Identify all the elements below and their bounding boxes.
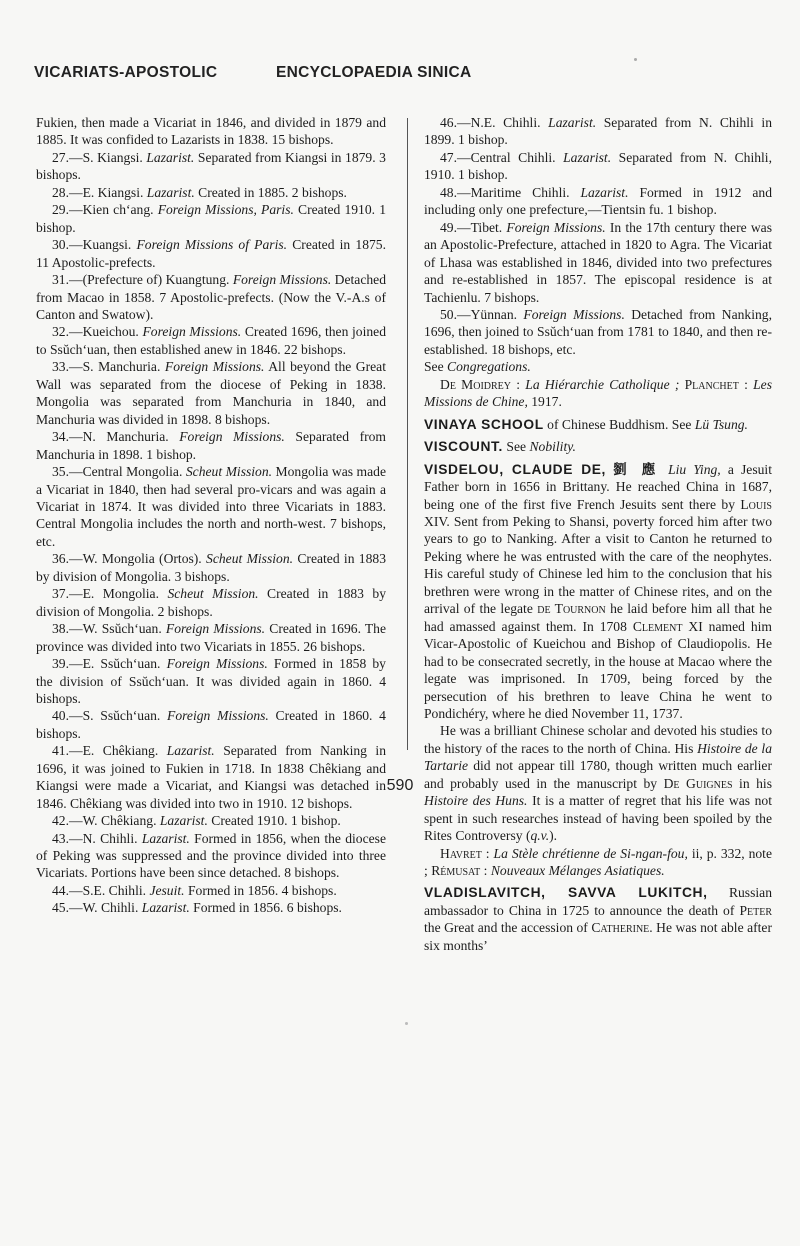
entry-text: Detached from Nanking, 1696, then joined to Ssŭch‘uan from 1781 to 1840, and then re-established. 18 bishops, etc. (424, 306, 772, 357)
entry-text: Created 1696, then joined to Ssŭch‘uan, then established anew in 1846. 22 bishops. (36, 324, 387, 357)
entry-text: Formed in 1858 by the division of Ssŭch‘uan. It was divided again in 1860. 4 bishops. (36, 656, 386, 706)
entry-text: Created in 1885. 2 bishops. (198, 184, 347, 200)
headword-vinaya: VINAYA SCHOOL (424, 416, 544, 432)
entry-number: 47.—Central Chihli. (440, 149, 556, 165)
mission-name: Lazarist. (166, 743, 215, 759)
visdelou-paragraph-2: He was a brilliant Chinese scholar and devoted his studies to the history of the races to the north of China. His Histoire de la Tartarie did not appear till 1780, though written much earlier and probably used in the manuscript by De Guignes in his Histoire des Huns. It is a matter of regret that his life was not spent in such researches instead of having been spoiled by the Rites Controversy (q.v.). (424, 723, 773, 844)
entry-viscount: VISCOUNT. See Nobility. (424, 439, 576, 455)
entry-text: Fukien, then made a Vicariat in 1846, and divided in 1879 and 1885. It was confided to Lazarists in 1838. 15 bishops. (36, 115, 386, 148)
vicariat-entry (36, 358, 386, 428)
entry-text: Created in 1860. 4 bishops. (36, 708, 386, 741)
header-section-title: VICARIATS-APOSTOLIC (34, 64, 218, 81)
vicariat-entry (424, 149, 772, 184)
entry-text: Separated from Manchuria in 1898. 1 bishop. (36, 429, 387, 462)
mission-name: Lazarist. (159, 813, 208, 829)
entry-text: Created in 1883 by division of Mongolia. 2 bishops. (36, 586, 386, 619)
entry-number: 43.—N. Chihli. (52, 830, 138, 846)
entry-number: 30.—Kuangsi. (52, 237, 132, 253)
entry-number: 28.—E. Kiangsi. (52, 184, 144, 200)
entry-text: Formed in 1856, when the diocese of Peking was suppressed and the province divided into three Vicariats. Portions have been since detached. 8 bishops. (36, 830, 386, 881)
entry-text: Separated from Kiangsi in 1879. 3 bishops. (36, 149, 386, 183)
entry-number: 32.—Kueichou. (52, 324, 139, 340)
vicariat-entry (36, 707, 386, 742)
entry-vinaya: VINAYA SCHOOL of Chinese Buddhism. See Lü Tsung. (424, 416, 748, 432)
entry-text: All beyond the Great Wall was separated from the diocese of Peking in 1838. Mongolia was separated from Manchuria in 1840, and Manchuria was divided in 1898. 8 bishops. (36, 359, 386, 427)
entry-text: Created in 1883 by division of Mongolia. 3 bishops. (36, 551, 386, 584)
mission-name: Foreign Missions. (506, 219, 606, 235)
headword-viscount: VISCOUNT. (424, 439, 503, 455)
entry-text: Detached from Macao in 1858. 7 Apostolic-prefects. (Now the V.-A.s of Canton and Swatow). (36, 272, 386, 322)
entry-text: Separated from N. Chihli in 1899. 1 bishop. (424, 115, 773, 148)
entry-text: Created in 1696. The province was divided into two Vicariats in 1855. 26 bishops. (36, 621, 387, 654)
vicariat-entry (36, 463, 386, 550)
running-header (34, 64, 764, 88)
mission-name: Lazarist. (146, 184, 195, 200)
mission-name: Foreign Missions. (232, 272, 332, 288)
vicariat-entry (36, 428, 386, 463)
mission-name: Scheut Mission. (167, 586, 259, 602)
entry-number: 27.—S. Kiangsi. (52, 149, 143, 165)
column-divider (407, 118, 408, 750)
vicariat-entry (36, 236, 386, 271)
entry-number: 49.—Tibet. (440, 219, 503, 235)
vicariat-entry (36, 149, 386, 184)
vicariat-entry (424, 219, 772, 306)
entry-text: Separated from Nanking in 1696, it was joined to Fukien in 1718. In 1838 Chêkiang and Kiangsi were made a Vicariat, and Kiangsi was detached in 1846. Chêkiang was divided into two in 1910. 12 bishops. (36, 743, 386, 811)
mission-name: Scheut Mission. (206, 551, 294, 567)
mission-name: Jesuit. (149, 882, 185, 898)
mission-name: Lazarist. (146, 149, 195, 165)
mission-name: Foreign Missions. (142, 324, 242, 340)
see-also: See Congregations. (424, 359, 531, 375)
entry-text: Separated from N. Chihli, 1910. 1 bishop. (424, 149, 772, 183)
entry-number: 46.—N.E. Chihli. (440, 115, 541, 130)
entry-number: 42.—W. Chêkiang. (52, 813, 157, 829)
vicariat-entry (36, 271, 386, 323)
chinese-name: 劉 應 (613, 461, 661, 477)
mission-name: Lazarist. (580, 184, 629, 200)
entry-number: 44.—S.E. Chihli. (52, 882, 147, 898)
vicariat-entry (36, 585, 386, 620)
headword-visdelou: VISDELOU, CLAUDE DE, (424, 461, 606, 477)
vicariat-entry (36, 655, 386, 707)
mission-name: Foreign Missions. (166, 656, 268, 672)
mission-name: Foreign Missions. (165, 621, 266, 637)
visdelou-references: Havret : La Stèle chrétienne de Si-ngan-fou, ii, p. 332, note ; Rémusat : Nouveaux Mélanges Asiatiques. (424, 845, 772, 879)
vicariat-entry (424, 114, 772, 149)
header-book-title: ENCYCLOPAEDIA SINICA (276, 64, 472, 81)
entry-text: In the 17th century there was an Apostolic-Prefecture, attached in 1820 to Agra. The Vicariat of Lhasa was established in 1846, divided into two prefectures and re-established in 1857. The episcopal residence is at Tachienlu. 7 bishops. (424, 219, 772, 305)
mission-name: Foreign Missions. (164, 359, 265, 375)
references: De Moidrey : La Hiérarchie Catholique ; Planchet : Les Missions de Chine, 1917. (424, 376, 772, 410)
vicariat-entry (36, 323, 386, 358)
mission-name: Lazarist. (563, 149, 612, 165)
print-speck (405, 1022, 408, 1025)
entry-number: 48.—Maritime Chihli. (440, 184, 570, 200)
mission-name: Foreign Missions, Paris. (157, 202, 294, 218)
vicariat-entry (36, 114, 386, 149)
entry-number: 39.—E. Ssŭch‘uan. (52, 656, 161, 672)
entry-number: 29.—Kien ch‘ang. (52, 202, 154, 218)
print-speck (634, 58, 637, 61)
mission-name: Lazarist. (548, 115, 597, 130)
vicariat-entry (36, 812, 386, 829)
entry-number: 35.—Central Mongolia. (52, 464, 183, 480)
entry-text: Formed in 1856. 4 bishops. (187, 882, 337, 898)
entry-text: Formed in 1912 and including only one prefecture,—Tientsin fu. 1 bishop. (424, 184, 773, 218)
mission-name: Lazarist. (141, 830, 190, 846)
page-number: 590 (386, 777, 414, 794)
left-column (36, 114, 386, 917)
entry-number: 38.—W. Ssŭch‘uan. (52, 621, 162, 637)
entry-text: Formed in 1856. 6 bishops. (193, 900, 342, 916)
vicariat-entry (36, 620, 386, 655)
mission-name: Lazarist. (141, 900, 190, 916)
entry-text: Mongolia was made a Vicariat in 1840, then had several pro-vicars and was again a Vicariat in 1874. It was divided into three Vicariats in 1883. Central Mongolia includes the north and north-west. 7 bishops, etc. (36, 464, 386, 549)
entry-number: 33.—S. Manchuria. (52, 359, 161, 375)
vicariat-entry (36, 184, 386, 201)
entry-number: 34.—N. Manchuria. (52, 429, 169, 445)
entry-number: 50.—Yünnan. (440, 306, 518, 322)
vicariat-entry (424, 184, 772, 219)
entry-number: 40.—S. Ssŭch‘uan. (52, 708, 161, 724)
entry-text: Created 1910. 1 bishop. (36, 202, 386, 235)
vicariat-entry (36, 899, 386, 916)
vicariat-entry (36, 201, 386, 236)
entry-number: 31.—(Prefecture of) Kuangtung. (52, 272, 230, 288)
mission-name: Foreign Missions. (179, 429, 285, 445)
headword-vladislavitch: VLADISLAVITCH, SAVVA LUKITCH, (424, 885, 708, 901)
vicariat-entry (36, 882, 386, 899)
vicariat-entry (36, 550, 386, 585)
entry-number: 45.—W. Chihli. (52, 900, 139, 916)
entry-number: 37.—E. Mongolia. (52, 586, 159, 602)
entry-text: Created in 1875. 11 Apostolic-prefects. (36, 237, 386, 270)
mission-name: Scheut Mission. (185, 464, 273, 480)
mission-name: Foreign Missions of Paris. (136, 237, 288, 253)
entry-visdelou: VISDELOU, CLAUDE DE, 劉 應 Liu Ying, a Jesuit Father born in 1656 in Brittany. He reached China in 1687, being one of the first five French Jesuits sent there by Louis XIV. Sent from Peking to Shansi, poverty forced him after two years to go to Nanking. After a visit to Canton he returned to Peking where he was entrusted with the care of the neophytes. His careful study of Chinese led him to the conclusion that his brethren were wrong in the matter of Chinese rites, and on the arrival of the legate de Tournon he laid before him all that he had amassed against them. In 1708 Clement XI named him Vicar-Apostolic of Kueichou and Bishop of Claudiopolis. He had to be consecrated secretly, in the house at Macao where the legate was imprisoned. In 1709, being forced by the persecution of his brethren to leave China he went to Pondichéry, where he died November 11, 1737. (424, 461, 772, 721)
see-also-link: Congregations. (447, 359, 531, 375)
entry-text: Created 1910. 1 bishop. (211, 813, 341, 829)
vicariat-entry (36, 830, 386, 882)
mission-name: Foreign Missions. (167, 708, 269, 724)
entry-number: 41.—E. Chêkiang. (52, 743, 159, 759)
vicariat-entry (424, 306, 772, 358)
mission-name: Foreign Missions. (523, 306, 625, 322)
right-column (424, 114, 772, 954)
entry-number: 36.—W. Mongolia (Ortos). (52, 551, 202, 567)
entry-vladislavitch: VLADISLAVITCH, SAVVA LUKITCH, Russian ambassador to China in 1725 to announce the death of Peter the Great and the accession of Catherine. He was not able after six months’ (424, 885, 772, 953)
